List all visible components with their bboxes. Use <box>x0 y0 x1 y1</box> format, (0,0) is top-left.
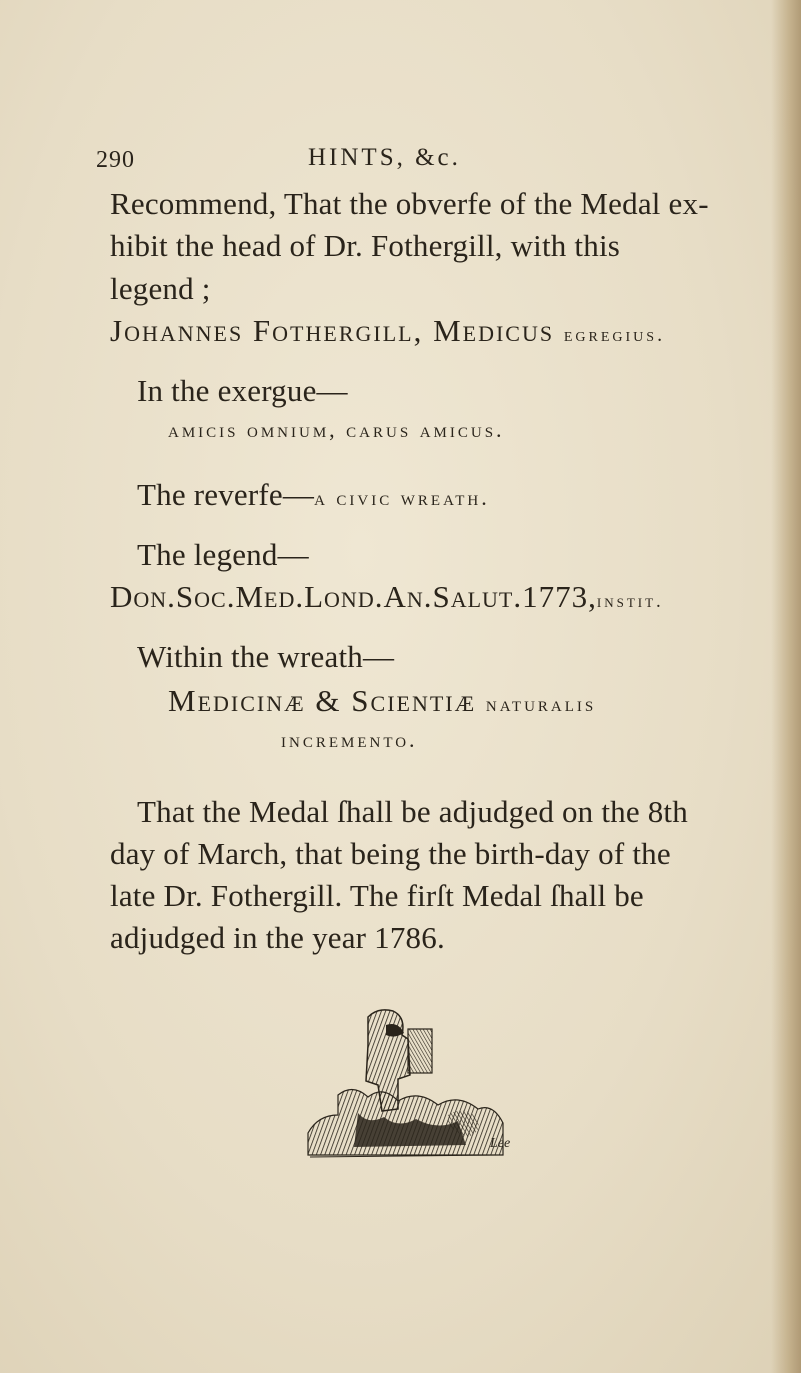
running-head: HINTS, &c. <box>308 144 461 171</box>
text-line: day of March, that being the birth-day of the <box>110 836 671 871</box>
text-line: Within the wreath— <box>137 639 395 674</box>
legend-obverse <box>110 313 665 349</box>
wreath-inscription-b: naturalis <box>485 691 597 716</box>
legend-obverse-name: Johannes Fothergill, Medicus <box>110 313 564 348</box>
wreath-inscription <box>168 683 596 719</box>
text-line: Recommend, That the obverfe of the Medal ex- <box>110 186 709 221</box>
text-segment: hibit the head of Dr. Fothergill, with this <box>110 228 621 263</box>
text-segment: The reverfe— <box>137 477 315 512</box>
legend-reverse-end: instit. <box>596 591 664 612</box>
tailpiece-vignette-icon <box>298 1005 538 1180</box>
legend-reverse-text: Don.Soc.Med.Lond.An.Salut.1773, <box>110 579 597 614</box>
text-line: The legend— <box>137 537 309 572</box>
reverse-description: a civic wreath. <box>314 485 490 510</box>
page-number: 290 <box>96 147 135 173</box>
text-line <box>110 228 620 264</box>
text-line: late Dr. Fothergill. The firſt Medal ſhall be <box>110 878 644 913</box>
text-line: legend ; <box>110 271 211 306</box>
wreath-inscription-c: incremento. <box>281 727 418 752</box>
svg-text:Lee: Lee <box>490 1136 511 1151</box>
wreath-inscription-a: Medicinæ & Scientiæ <box>168 683 486 718</box>
legend-obverse-epithet: egregius. <box>563 324 666 346</box>
page-edge-shadow <box>771 0 801 1373</box>
text-line <box>137 477 490 513</box>
exergue-inscription: amicis omnium, carus amicus. <box>168 417 505 442</box>
text-line: That the Medal ſhall be adjudged on the 8th <box>137 794 688 829</box>
legend-reverse <box>110 579 664 615</box>
text-line: In the exergue— <box>137 373 348 408</box>
text-line: adjudged in the year 1786. <box>110 920 445 955</box>
